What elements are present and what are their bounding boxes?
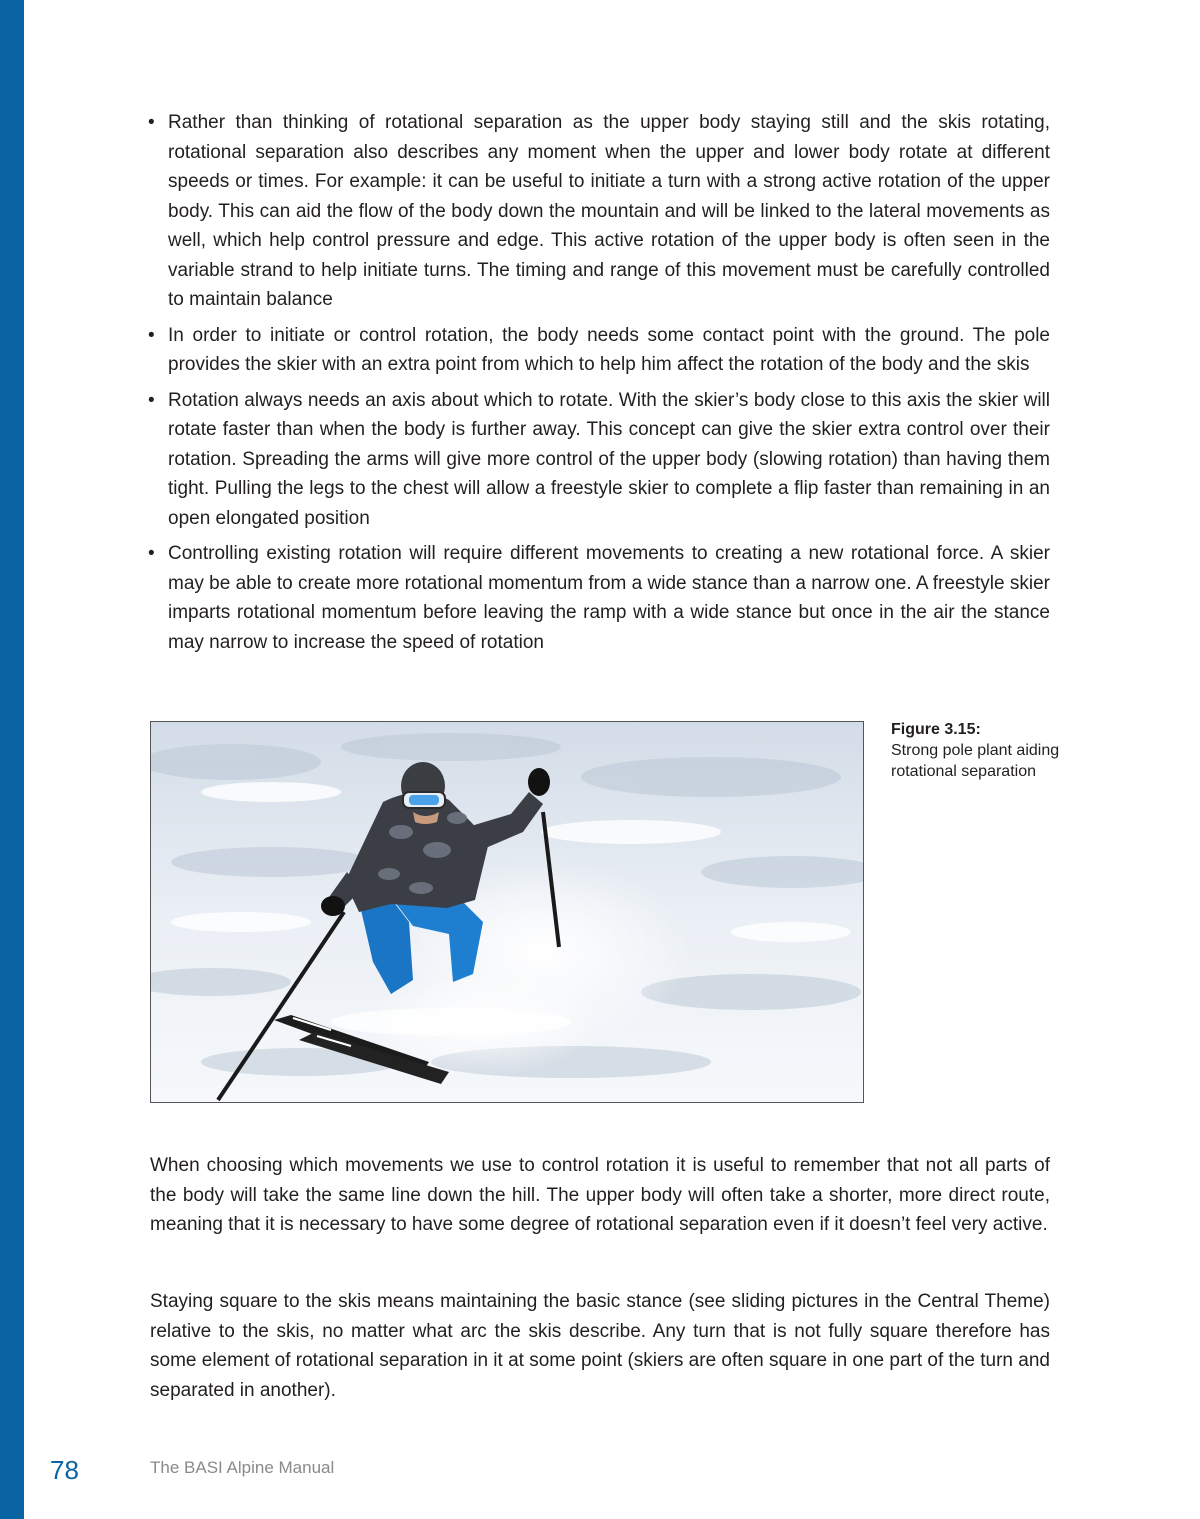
- running-footer-title: The BASI Alpine Manual: [150, 1458, 335, 1477]
- right-glove: [528, 768, 550, 796]
- side-accent-bar: [0, 0, 24, 1519]
- bullet-item: [146, 108, 1050, 315]
- figure-label: Figure 3.15:: [891, 721, 981, 738]
- bullet-item: [146, 386, 1050, 534]
- bullet-text: Controlling existing rotation will require different movements to creating a new rotational force. A skier may be able to create more rotational momentum from a wide stance than a narrow one. A freestyle skier imparts rotational momentum before leaving the ramp with a wide stance but once in the air the stance may narrow to increase the speed of rotation: [168, 543, 1050, 653]
- figure-caption: [891, 719, 1061, 782]
- bullet-list: [146, 108, 1050, 663]
- bullet-dot: •: [148, 324, 155, 346]
- skier-photo-illustration: [151, 722, 863, 1102]
- bullet-text: In order to initiate or control rotation, the body needs some contact point with the ground. The pole provides the skier with an extra point from which to help him affect the rotation of the body and the skis: [168, 324, 1050, 375]
- bullet-dot: •: [148, 389, 155, 411]
- body-paragraph: When choosing which movements we use to control rotation it is useful to remember that not all parts of the body will take the same line down the hill. The upper body will often take a shorter, more direct route, meaning that it is necessary to have some degree of rotational separation even if it doesn’t feel very active.: [150, 1155, 1050, 1235]
- figure-caption-text: Strong pole plant aiding rotational separation: [891, 742, 1060, 780]
- body-paragraph: Staying square to the skis means maintaining the basic stance (see sliding pictures in the Central Theme) relative to the skis, no matter what arc the skis describe. Any turn that is not fully square therefore has some element of rotational separation in it at some point (skiers are often square in one part of the turn and separated in another).: [150, 1291, 1050, 1401]
- skier-photo: [150, 721, 864, 1103]
- bullet-item: [146, 539, 1050, 657]
- bullet-dot: •: [148, 543, 155, 564]
- bullet-item: [146, 321, 1050, 380]
- bullet-dot: •: [148, 112, 155, 133]
- left-glove: [321, 896, 345, 916]
- bullet-text: Rather than thinking of rotational separation as the upper body staying still and the skis rotating, rotational separation also describes any moment when the upper and lower body rotate at different speeds or times. For example: it can be useful to initiate a turn with a strong active rotation of the upper body. This can aid the flow of the body down the mountain and will be linked to the lateral movements as well, which help control pressure and edge. This active rotation of the upper body is often seen in the variable strand to help initiate turns. The timing and range of this movement must be carefully controlled to maintain balance: [168, 112, 1050, 310]
- page-number: 78: [50, 1455, 79, 1485]
- bullet-text: Rotation always needs an axis about which to rotate. With the skier’s body close to this axis the skier will rotate faster than when the body is further away. This concept can give the skier extra control over their rotation. Spreading the arms will give more control of the upper body (slowing rotation) than having them tight. Pulling the legs to the chest will allow a freestyle skier to complete a flip faster than remaining in an open elongated position: [168, 389, 1050, 529]
